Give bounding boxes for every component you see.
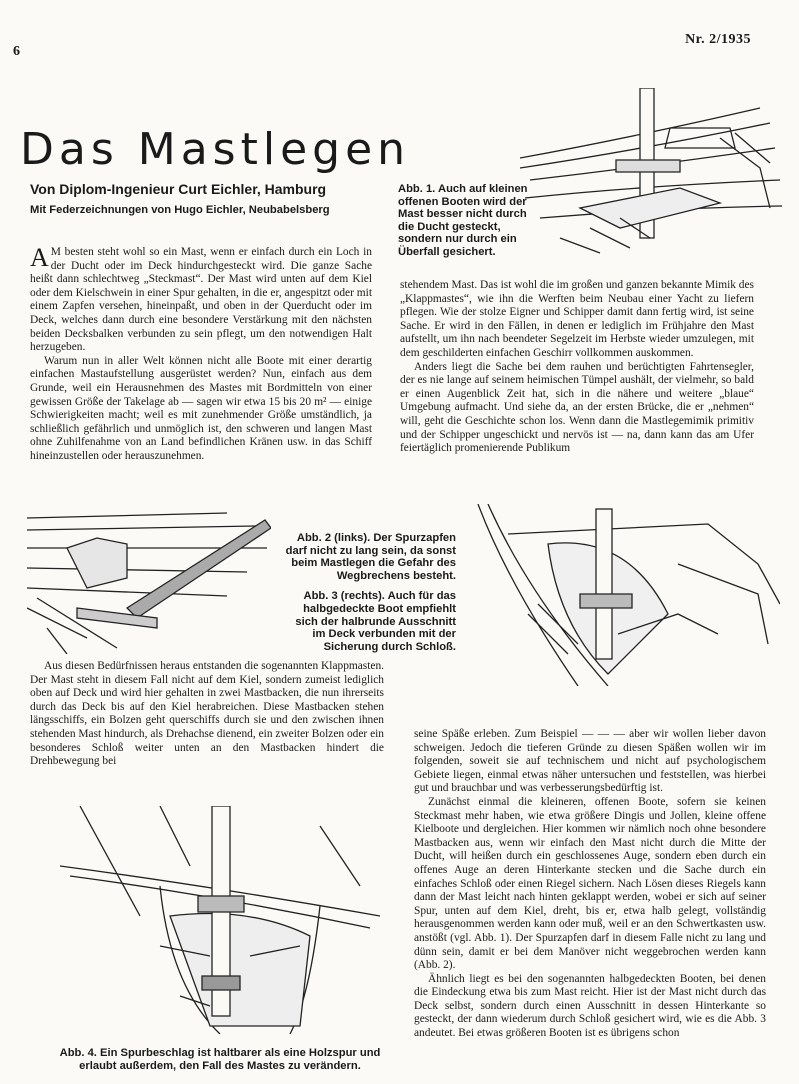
column-right-bottom <box>414 728 766 1041</box>
illustrations-credit: Mit Federzeichnungen von Hugo Eichler, Neubabelsberg <box>30 204 330 216</box>
article-byline: Von Diplom-Ingenieur Curt Eichler, Hamburg <box>30 181 327 197</box>
figure-2-drawing <box>27 508 271 654</box>
issue-number: Nr. 2/1935 <box>685 32 751 47</box>
column-right-top <box>400 279 754 456</box>
column-left-middle <box>30 660 384 769</box>
caption-abb2: Abb. 2 (links). Der Spurzapfen darf nicht zu lang sein, da sonst beim Mastlegen die Gefahr des Wegbrechens besteht. <box>285 532 456 582</box>
paragraph-4: Anders liegt die Sache bei dem rauhen und berüchtigten Fahrtensegler, der es nie lange auf seinem heimischen Tümpel aushält, der vielmehr, so bald er einen Augenblick Zeit hat, sich in die nähere und weitere „blaue“ Umgebung aufmacht. Und siehe da, an der ersten Brücke, die er „nehmen“ will, geht die Geschichte schon los. Wenn dann die Mastlegemimik primitiv und der Schipper ungeschickt und nervös ist — na, dann kann das am Ufer feiertäglich promenierende Publikum <box>400 360 754 455</box>
drop-cap: A <box>30 243 49 272</box>
paragraph-3: stehendem Mast. Das ist wohl die im großen und ganzen bekannte Mimik des „Klappmastes“, wie ihn die Werften beim Neubau einer Yacht zu liefern pflegen. Wie der stolze Eigner und Schipper damit dann fertig wird, ist seine Sache. Er wird in den Fällen, in denen er lediglich im Frühjahre den Mast aufstellt, um ihn nach beendeter Segelzeit im Herbste wieder umzulegen, mit dem geschilderten einfachen Geschirr vollkommen auskommen. <box>400 279 754 359</box>
figure-1-drawing <box>520 88 782 260</box>
paragraph-5: Aus diesen Bedürfnissen heraus entstanden die sogenannten Klappmasten. Der Mast steht in diesem Fall nicht auf dem Kiel, sondern zumeist lediglich oben auf Deck und wird hier gehalten in zwei Mastbacken, die nun ihrerseits durch das Deck bis auf den Kiel herabreichen. Diese Mastbacken stehen längsschiffs, ein Bolzen geht querschiffs durch sie und den zwischen ihnen stehenden Mast hindurch, als Drehachse dienend, ein zweiter Bolzen oder ein besonderes Schloß weiter unten an den Mastbacken hindert die Drehbewegung bei <box>30 660 384 768</box>
figure-4-drawing <box>60 806 380 1034</box>
figure-3-drawing <box>468 504 780 686</box>
page-number: 6 <box>13 44 20 59</box>
paragraph-1-text: M besten steht wohl so ein Mast, wenn er einfach durch ein Loch in der Ducht oder im Deck hindurchgesteckt wird. Die ganze Sache heißt dann schlechtweg „Steckmast“. Der Mast wird unten auf dem Kiel oder dem Kielschwein in einer Spur gehalten, in die er, angespitzt oder mit einem Zapfen versehen, hineinpaßt, und oben in der Querducht oder im Deck, welches dann durch eine besondere Verstärkung mit den nächsten beiden Decksbalken verbunden zu sein pflegt, um den notwendigen Halt herzugeben. <box>30 246 372 354</box>
paragraph-1 <box>30 243 372 355</box>
caption-abb1: Abb. 1. Auch auf kleinen offenen Booten wird der Mast besser nicht durch die Ducht gesteckt, sondern nur durch ein Überfall gesichert. <box>398 183 528 258</box>
caption-abb4: Abb. 4. Ein Spurbeschlag ist haltbarer als eine Holzspur und erlaubt außerdem, den Fall des Mastes zu verändern. <box>59 1047 381 1072</box>
paragraph-6: seine Späße erleben. Zum Beispiel — — — aber wir wollen lieber davon schweigen. Jedoch die tieferen Gründe zu diesen Späßen wollen wir im folgenden, soweit sie auf technischem und nicht auf psychologischem Gebiete liegen, einmal etwas näher untersuchen und feststellen, was hierbei gut und brauchbar und was verbesserungsbedürftig ist. <box>414 728 766 795</box>
paragraph-7: Zunächst einmal die kleineren, offenen Boote, sofern sie keinen Steckmast mehr haben, wie etwa größere Dingis und Jollen, kleine offene Kielboote und dergleichen. Hier kommen wir nämlich noch ohne besondere Mastbacken aus, wenn wir einfach den Mast nicht durch die Mitte der Ducht, will heißen durch ein geschlossenes Auge, sondern eben durch ein offenes Auge an deren Hinterkante stecken und die Sache durch ein einfaches Schloß oder einen Riegel sichern. Nach Lösen dieses Riegels kann dann der Mast leicht nach hinten geklappt werden, wobei er sich auf seiner Spur, unten auf dem Kiel, dreht, bis er, etwa halb gelegt, vollständig herausgenommen werden kann oder muß, weil er an den Schwertkasten usw. anstößt (vgl. Abb. 1). Der Spurzapfen darf in diesem Falle nicht zu lang und dünn sein, damit er bei dem Manöver nicht weggebrochen werden kann (Abb. 2). <box>414 795 766 972</box>
column-left-top <box>30 243 372 464</box>
captions-abb2-abb3 <box>282 532 456 661</box>
paragraph-8: Ähnlich liegt es bei den sogenannten halbgedeckten Booten, bei denen die Eindeckung etwa bis zum Mast reicht. Hier ist der Mast nicht durch das Deck selbst, sondern durch einen Ausschnitt in dessen Hinterkante so gesteckt, der dann wiederum durch Schloß gesichert wird, wie es die Abb. 3 andeutet. Bei etwas größeren Booten ist es übrigens schon <box>414 972 766 1040</box>
paragraph-2: Warum nun in aller Welt können nicht alle Boote mit einer derartig einfachen Mastaufstellung ausgerüstet werden? Nun, einfach aus dem Grunde, weil ein Herausnehmen des Mastes mit Bordmitteln von einer gewissen Größe der Takelage ab — sagen wir etwa 15 bis 20 m² — einige Schwierigkeiten macht; weil es mit zunehmender Größe umständlich, ja schließlich gefährlich und unmöglich ist, den schweren und langen Mast ohne Zuhilfenahme von an Land befindlichen Kränen usw. in das Schiff hineinzustellen oder herauszunehmen. <box>30 354 372 462</box>
article-title: Das Mastlegen <box>20 124 411 175</box>
caption-abb3: Abb. 3 (rechts). Auch für das halbgedeckte Boot empfiehlt sich der halbrunde Ausschnitt im Deck verbunden mit der Sicherung durch Schloß. <box>295 590 456 653</box>
